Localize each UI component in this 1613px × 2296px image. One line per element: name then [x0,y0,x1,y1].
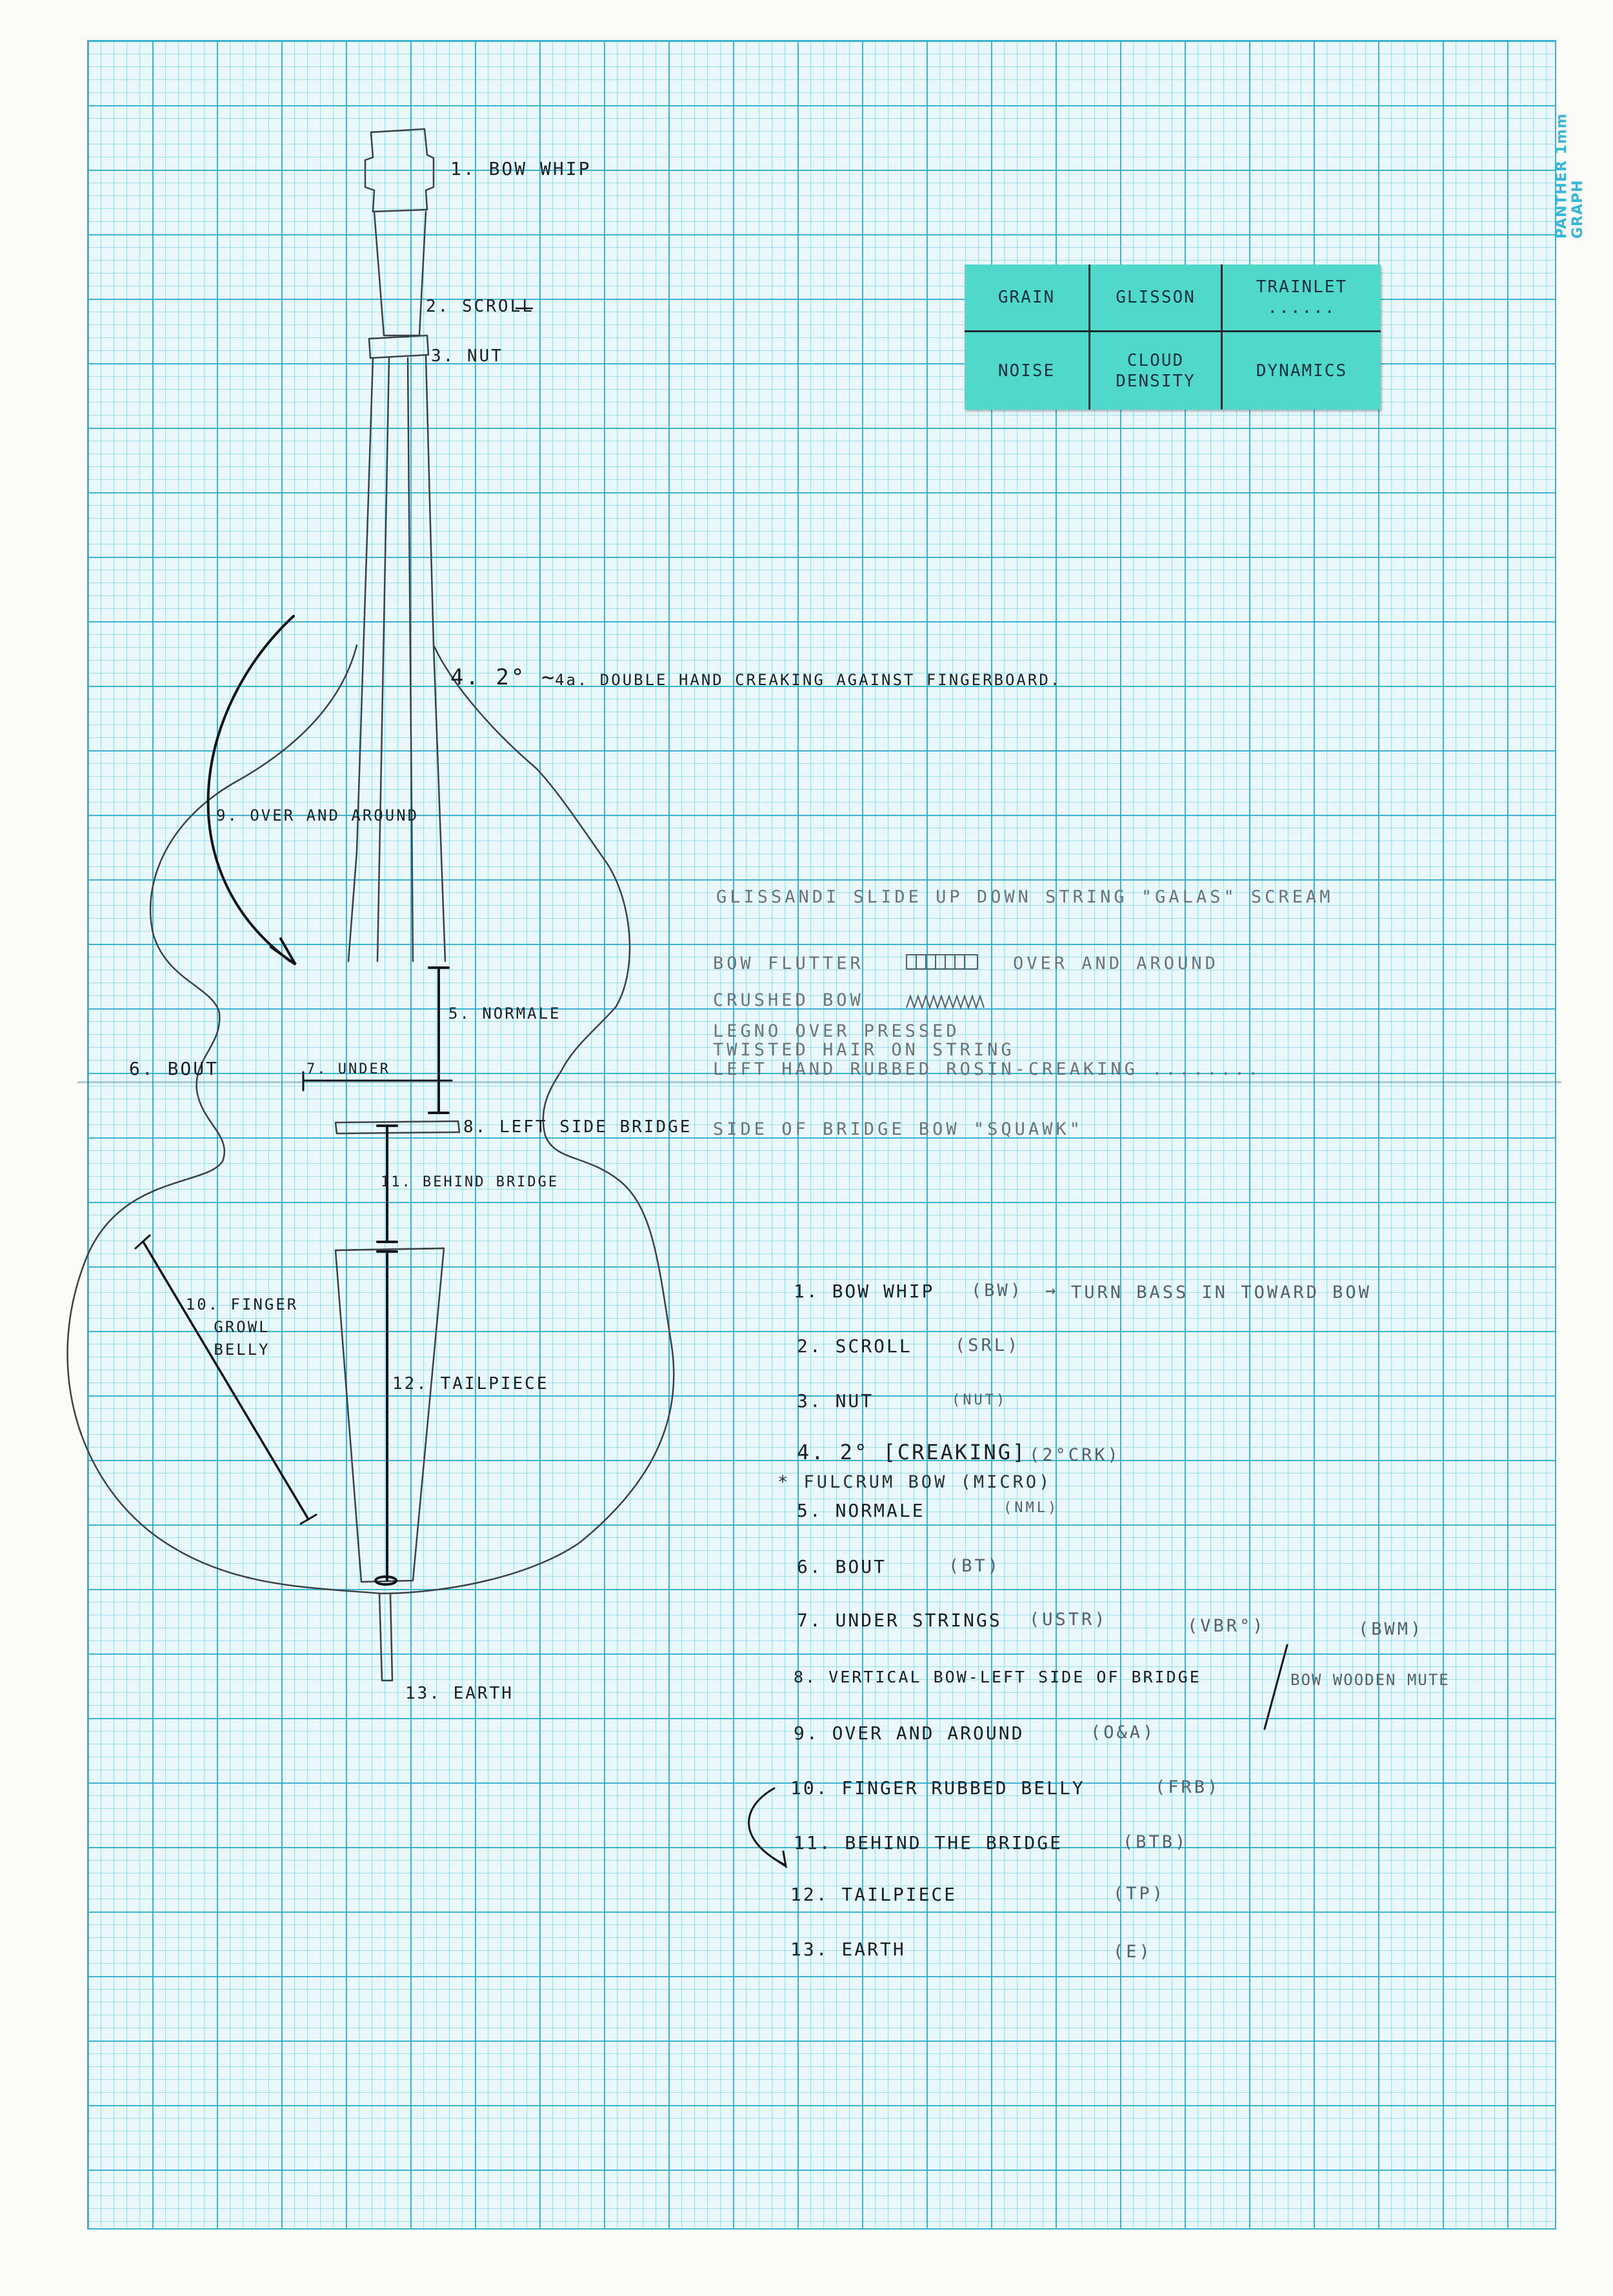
sticky-cell-cloud-density: CLOUD DENSITY [1090,332,1223,410]
pegbox-outline [374,212,426,335]
neck-string-right [408,358,413,961]
label-finger-growl-belly: 10. FINGER GROWL BELLY [185,1295,299,1359]
label-nut: 3. NUT [431,346,503,366]
note-crushed-bow: CRUSHED BOW [713,990,864,1010]
fingerboard-right [426,355,445,961]
legend-item-2: 2. SCROLL [797,1335,912,1357]
legend-note-bow-wooden-mute: BOW WOODEN MUTE [1290,1671,1450,1689]
legend-item-1: 1. BOW WHIP [794,1281,935,1302]
legend-item-6: 6. BOUT [797,1556,887,1577]
legend-abbr-2: (SRL) [955,1335,1021,1355]
label-bout: 6. BOUT [129,1058,219,1079]
legend-abbr-6: (BT) [948,1556,1001,1576]
label-behind-bridge: 11. BEHIND BRIDGE [381,1174,559,1190]
legend-connector-arrow [749,1788,784,1864]
legend-item-8: 8. VERTICAL BOW-LEFT SIDE OF BRIDGE [794,1668,1201,1686]
sticky-cell-dynamics: DYNAMICS [1256,361,1348,381]
tailpiece-outline [336,1248,444,1582]
nut-block [369,335,428,358]
sticky-cell-trainlet: TRAINLET ...... [1223,265,1381,332]
bridge [336,1121,459,1133]
note-side-of-bridge: SIDE OF BRIDGE BOW "SQUAWK" [713,1119,1083,1139]
legend-abbr-5: (NML) [1003,1500,1059,1516]
legend-abbr-12: (TP) [1113,1884,1166,1904]
legend-slash [1265,1645,1287,1729]
endpin [379,1593,392,1681]
legend-abbr-7: (USTR) [1029,1610,1108,1630]
legend-abbr-bwm: (BWM) [1358,1619,1424,1639]
crushed-bow-scribble [907,996,984,1008]
note-left-hand-rosin: LEFT HAND RUBBED ROSIN-CREAKING ........ [713,1059,1262,1079]
label-scroll: 2. SCROLL [426,297,534,316]
over-around-arrow [208,616,294,961]
legend-item-fulcrum: * FULCRUM BOW (MICRO) [777,1472,1052,1492]
label-left-side-bridge: 8. LEFT SIDE BRIDGE [463,1117,692,1137]
note-twisted-hair: TWISTED HAIR ON STRING [713,1040,1015,1060]
legend-item-11: 11. BEHIND THE BRIDGE [794,1832,1063,1853]
label-tailpiece: 12. TAILPIECE [392,1374,549,1393]
legend-note-1: TURN BASS IN TOWARD BOW [1071,1283,1372,1303]
legend-item-12: 12. TAILPIECE [790,1884,957,1905]
note-legno: LEGNO OVER PRESSED [713,1021,960,1041]
legend-abbr-10: (FRB) [1155,1777,1221,1797]
legend-item-9: 9. OVER AND AROUND [794,1722,1025,1744]
legend-abbr-4: (2°CRK) [1029,1445,1121,1465]
legend-item-10: 10. FINGER RUBBED BELLY [790,1777,1085,1799]
finger-growl-line [143,1242,308,1519]
neck-string-left [377,358,389,961]
sticky-cell-grain: GRAIN [965,265,1090,332]
note-bow-flutter-over-around: OVER AND AROUND [1013,953,1219,973]
legend-abbr-13: (E) [1113,1942,1152,1962]
legend-abbr-3: (NUT) [952,1392,1008,1408]
legend-item-5: 5. NORMALE [797,1500,925,1521]
note-glissandi: GLISSANDI SLIDE UP DOWN STRING "GALAS" SCREAM [716,887,1334,907]
label-over-and-around: 9. OVER AND AROUND [216,806,419,824]
label-creaking: 4. 2° ~ [450,664,557,690]
label-earth: 13. EARTH [405,1684,514,1703]
legend-abbr-9: (O&A) [1090,1722,1156,1742]
tailpiece-top [336,1248,444,1250]
bow-flutter-scribble [907,955,977,969]
legend-item-3: 3. NUT [797,1390,874,1412]
note-bow-flutter: BOW FLUTTER [713,953,864,973]
sticky-cell-glisson: GLISSON [1090,265,1223,332]
legend-item-7: 7. UNDER STRINGS [797,1610,1002,1631]
label-bow-whip: 1. BOW WHIP [450,158,592,179]
sticky-cell-noise: NOISE [965,332,1090,410]
legend-abbr-vbr: (VBR°) [1187,1616,1266,1636]
legend-abbr-11: (BTB) [1123,1832,1188,1852]
legend-item-13: 13. EARTH [790,1939,906,1960]
scroll-outline [365,129,434,212]
label-creaking-4a: 4a. DOUBLE HAND CREAKING AGAINST FINGERBOARD. [555,671,1062,689]
brand-label: PANTHER 1mm GRAPH [1554,113,1586,239]
legend-abbr-1: (BW) [971,1281,1024,1301]
label-under: 7. UNDER [306,1061,390,1077]
legend-arrow-1: → [1045,1281,1059,1301]
legend-item-4: 4. 2° [CREAKING] [797,1440,1027,1464]
label-normale: 5. NORMALE [448,1004,561,1023]
